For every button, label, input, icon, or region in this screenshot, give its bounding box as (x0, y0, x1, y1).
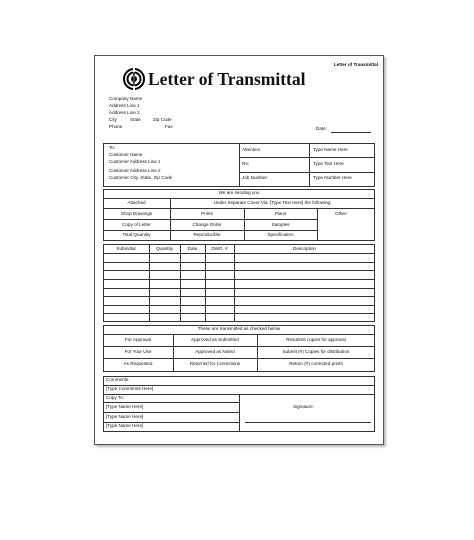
table-row[interactable] (103, 288, 375, 289)
col-date: Date (187, 246, 198, 251)
returned-for-corrections-option[interactable]: Returned for Corrections (189, 361, 241, 366)
copy-to-name-2[interactable]: [Type Name Here] (106, 414, 144, 419)
approved-as-noted-option[interactable]: Approved as Noted (195, 349, 235, 354)
specification-option[interactable]: Specification (267, 232, 294, 237)
signature-label: Signature: (293, 404, 314, 409)
change-order-option[interactable]: Change Order (192, 222, 222, 227)
resubmit-copies-option[interactable]: Resubmit copies for approval (286, 337, 346, 342)
company-fax: Fax (165, 124, 173, 129)
attention-field[interactable]: Type Name Here (313, 147, 348, 152)
date-label: Date: (316, 126, 327, 131)
col-dwg: DWG. # (211, 246, 228, 251)
table-row[interactable] (103, 262, 375, 263)
return-corrected-prints-option[interactable]: Return (#) corrected prints (289, 361, 343, 366)
re-field[interactable]: Type Text Here (313, 161, 344, 166)
col-submittal: Submittal (116, 246, 136, 251)
for-your-use-option[interactable]: For Your Use (124, 349, 152, 354)
total-quantity-option[interactable]: Total Quantity (122, 232, 151, 237)
items-table (103, 244, 375, 322)
signature-line[interactable] (245, 422, 371, 423)
for-approval-option[interactable]: For Approval (124, 337, 152, 342)
col-quantity: Quantity (155, 246, 174, 251)
customer-address-2: Customer Address Line 2 (109, 168, 161, 173)
transmittal-form (94, 55, 384, 445)
transmitted-header: These are transmitted as checked below (197, 326, 281, 331)
header-top-right: Letter of Transmittal (333, 62, 378, 67)
table-row[interactable] (103, 296, 375, 297)
other-option[interactable]: Other: (335, 211, 348, 216)
as-requested-option[interactable]: As Requested (123, 361, 153, 366)
submit-copies-option[interactable]: Submit (#) Copies for distribution (282, 349, 350, 354)
col-description: Description (293, 246, 316, 251)
job-number-field[interactable]: Type Number Here (313, 175, 352, 180)
table-row[interactable] (103, 279, 375, 280)
to-label: To: (109, 145, 116, 150)
copy-to-name-1[interactable]: [Type Name Here] (106, 404, 144, 409)
re-label: Re: (242, 161, 250, 166)
company-state: State (130, 117, 141, 122)
approved-as-submitted-option[interactable]: Approved as Submitted (191, 337, 239, 342)
company-phone: Phone (109, 124, 123, 129)
customer-address-1: Customer Address Line 1 (109, 159, 161, 164)
reproducible-option[interactable]: Reproducible (193, 232, 221, 237)
sending-header: We are sending you (218, 190, 260, 195)
plans-option[interactable]: Plans (274, 211, 287, 216)
company-city: City (109, 117, 117, 122)
separate-cover-option[interactable]: Under Separate Cover Via: [Type Text Here] the following: (213, 200, 332, 205)
company-name: Company Name (109, 96, 143, 101)
job-number-label: Job Number: (242, 175, 269, 180)
copy-to-name-3[interactable]: [Type Name Here] (106, 423, 144, 428)
date-field[interactable] (331, 132, 371, 133)
attention-label: Attention (242, 147, 261, 152)
comments-field[interactable]: [Type Comments Here] (106, 386, 154, 391)
comments-label: Comments: (106, 377, 130, 382)
table-row[interactable] (103, 253, 375, 254)
company-zip: Zip Code (153, 117, 172, 122)
attached-option[interactable]: Attached (127, 200, 146, 205)
company-address-1: Address Line 1 (109, 103, 140, 108)
page-title: Letter of Transmittal (148, 69, 306, 89)
samples-option[interactable]: Samples (271, 222, 290, 227)
table-row[interactable] (103, 313, 375, 314)
customer-city-state-zip: Customer City, State, Zip Code (109, 175, 173, 180)
company-address-2: Address Line 2 (109, 110, 140, 115)
prints-option[interactable]: Prints (201, 211, 213, 216)
copy-to-label: Copy To: (106, 395, 125, 400)
table-row[interactable] (103, 305, 375, 306)
logo-icon (123, 68, 145, 90)
customer-name: Customer Name (109, 152, 143, 157)
table-row[interactable] (103, 270, 375, 271)
shop-drawings-option[interactable]: Shop Drawings (120, 211, 153, 216)
copy-of-letter-option[interactable]: Copy of Letter (122, 222, 151, 227)
